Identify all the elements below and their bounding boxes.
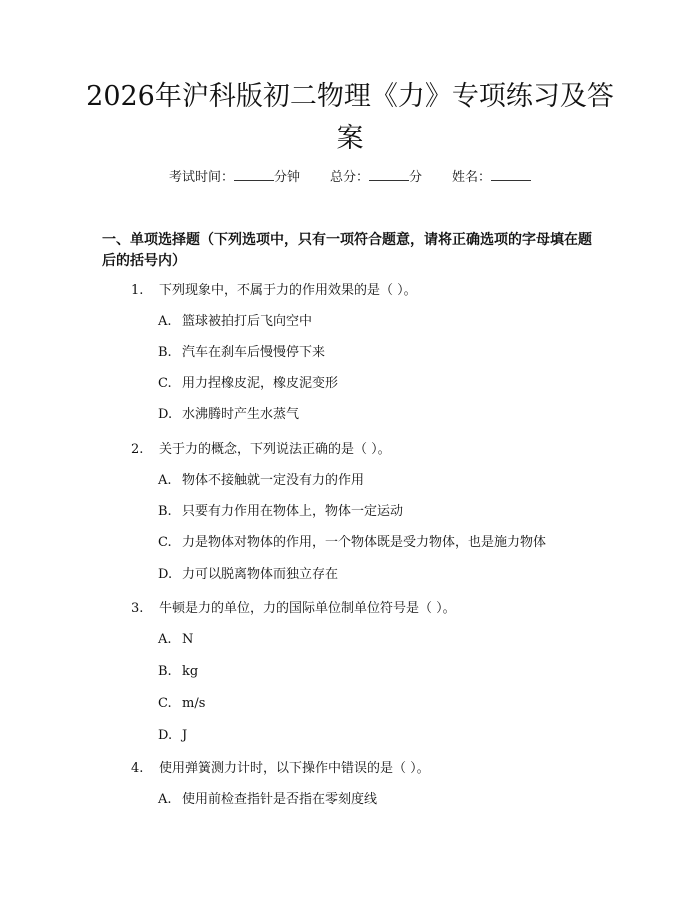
option-text: m/s — [182, 696, 206, 711]
time-unit: 分钟 — [273, 170, 300, 185]
question-number: 4. — [131, 761, 144, 776]
option-letter: A. — [158, 473, 172, 488]
option-letter: D. — [158, 407, 173, 422]
option-text: 物体不接触就一定没有力的作用 — [182, 473, 365, 488]
option-letter: B. — [158, 504, 172, 519]
time-label: 考试时间： — [168, 170, 234, 185]
option-text: 汽车在刹车后慢慢停下来 — [182, 345, 326, 360]
question-text: 关于力的概念，下列说法正确的是（ ）。 — [159, 442, 391, 457]
option-letter: D. — [158, 567, 173, 582]
option-text: 用力捏橡皮泥，橡皮泥变形 — [182, 376, 339, 391]
question-text: 牛顿是力的单位，力的国际单位制单位符号是（ ）。 — [159, 601, 456, 616]
option-letter: C. — [158, 696, 172, 711]
name-blank — [491, 168, 531, 181]
option-text: 只要有力作用在物体上，物体一定运动 — [182, 504, 404, 519]
option-text: 力是物体对物体的作用，一个物体既是受力物体，也是施力物体 — [182, 535, 547, 550]
option-letter: D. — [158, 728, 173, 743]
option-letter: C. — [158, 535, 172, 550]
exam-meta — [0, 168, 700, 188]
option-text: 篮球被拍打后飞向空中 — [182, 314, 313, 329]
option-letter: C. — [158, 376, 172, 391]
question-number: 1. — [131, 283, 144, 298]
section-heading: 一、单项选择题（下列选项中，只有一项符合题意，请将正确选项的字母填在题后的括号内） — [102, 232, 592, 269]
question-text: 使用弹簧测力计时，以下操作中错误的是（ ）。 — [159, 761, 430, 776]
option-text: 水沸腾时产生水蒸气 — [182, 407, 300, 422]
question-text: 下列现象中，不属于力的作用效果的是（ ）。 — [159, 283, 417, 298]
option-text: 使用前检查指针是否指在零刻度线 — [182, 792, 378, 807]
option-text: J — [182, 728, 188, 743]
option-letter: A. — [158, 632, 172, 647]
option-text: 力可以脱离物体而独立存在 — [182, 567, 339, 582]
option-text: N — [182, 632, 194, 647]
score-unit: 分 — [409, 170, 423, 185]
option-letter: B. — [158, 664, 172, 679]
time-blank — [234, 168, 274, 181]
score-label: 总分： — [329, 170, 369, 185]
question-number: 2. — [131, 442, 144, 457]
question-number: 3. — [131, 601, 144, 616]
option-letter: B. — [158, 345, 172, 360]
score-blank — [369, 168, 409, 181]
option-letter: A. — [158, 792, 172, 807]
document-title: 2026年沪科版初二物理《力》专项练习及答案 — [86, 81, 614, 154]
option-letter: A. — [158, 314, 172, 329]
option-text: kg — [182, 664, 199, 679]
name-label: 姓名： — [452, 170, 492, 185]
